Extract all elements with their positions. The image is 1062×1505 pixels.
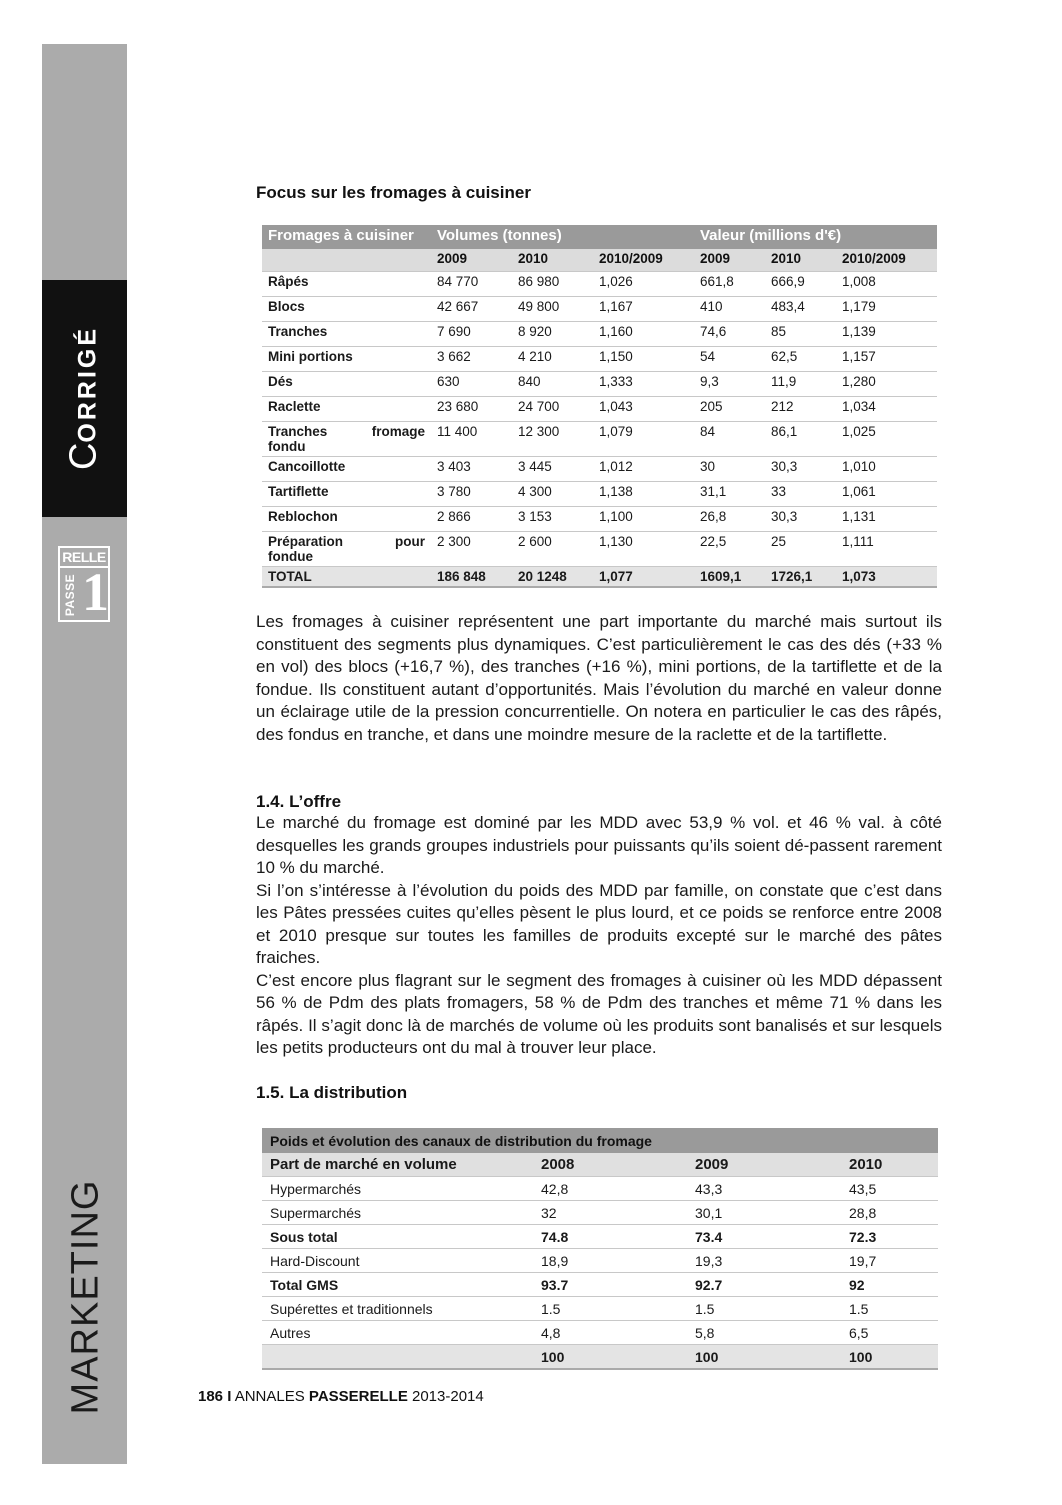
table-cell: 43,3 bbox=[687, 1177, 841, 1201]
distribution-title: 1.5. La distribution bbox=[256, 1083, 408, 1102]
table-cell: 410 bbox=[694, 297, 765, 322]
table-cell: 18,9 bbox=[533, 1249, 687, 1273]
table-cell: 1,131 bbox=[836, 507, 937, 532]
table-cell: 31,1 bbox=[694, 482, 765, 507]
table-cell: 30,1 bbox=[687, 1201, 841, 1225]
table-cell: 92.7 bbox=[687, 1273, 841, 1297]
table-caption: Poids et évolution des canaux de distribution du fromage bbox=[262, 1128, 938, 1153]
table-cell: 12 300 bbox=[512, 422, 593, 457]
table-subheader-row bbox=[262, 249, 937, 272]
header-cell: 2010/2009 bbox=[593, 249, 694, 272]
table-cell: 630 bbox=[431, 372, 512, 397]
table-row bbox=[262, 1177, 938, 1201]
table-cell: 43,5 bbox=[841, 1177, 938, 1201]
table-cell: 205 bbox=[694, 397, 765, 422]
row-label: Mini portions bbox=[262, 347, 431, 372]
table-cell: 5,8 bbox=[687, 1321, 841, 1345]
table-row bbox=[262, 272, 937, 297]
header-cell: 2010 bbox=[841, 1153, 938, 1177]
table-total-row: TOTAL 186 848 20 1248 1,077 1609,1 1726,1 1,073 bbox=[262, 567, 937, 588]
header-cell: Part de marché en volume bbox=[262, 1153, 533, 1177]
table-header-row bbox=[262, 225, 937, 249]
table-cell: 2 600 bbox=[512, 532, 593, 567]
table-cell: 2 866 bbox=[431, 507, 512, 532]
row-label: Reblochon bbox=[262, 507, 431, 532]
table-cell: 3 445 bbox=[512, 457, 593, 482]
table-cell: 1.5 bbox=[533, 1297, 687, 1321]
row-label: Tranches bbox=[262, 322, 431, 347]
header-cell: 2009 bbox=[694, 249, 765, 272]
page-number: 186 bbox=[198, 1388, 224, 1405]
table-cell: 666,9 bbox=[765, 272, 836, 297]
table-cell: 1.5 bbox=[687, 1297, 841, 1321]
table-header-row bbox=[262, 1153, 938, 1177]
table-cell: 3 780 bbox=[431, 482, 512, 507]
header-cell: Fromages à cuisiner bbox=[262, 225, 431, 249]
table-row bbox=[262, 1249, 938, 1273]
table-cell: 86,1 bbox=[765, 422, 836, 457]
table-cell: 212 bbox=[765, 397, 836, 422]
table-cell: 62,5 bbox=[765, 347, 836, 372]
focus-title: Focus sur les fromages à cuisiner bbox=[256, 183, 531, 202]
table-cell: 11 400 bbox=[431, 422, 512, 457]
section-label-marketing: MARKETING bbox=[64, 1179, 107, 1415]
table-cell: 1,012 bbox=[593, 457, 694, 482]
table-cell: 72.3 bbox=[841, 1225, 938, 1249]
table-row bbox=[262, 532, 937, 567]
header-cell: Volumes (tonnes) bbox=[431, 225, 694, 249]
table-cell: 42 667 bbox=[431, 297, 512, 322]
table-cell: 23 680 bbox=[431, 397, 512, 422]
table-cell: 19,7 bbox=[841, 1249, 938, 1273]
table-cell: 1,100 bbox=[593, 507, 694, 532]
table-cell: 25 bbox=[765, 532, 836, 567]
table-cell: 1.5 bbox=[841, 1297, 938, 1321]
fromages-table bbox=[262, 225, 937, 588]
table-cell: 32 bbox=[533, 1201, 687, 1225]
table-cell: 4 210 bbox=[512, 347, 593, 372]
table-cell: 6,5 bbox=[841, 1321, 938, 1345]
row-label: Total GMS bbox=[262, 1273, 533, 1297]
table-cell: 24 700 bbox=[512, 397, 593, 422]
row-label: Blocs bbox=[262, 297, 431, 322]
table-row bbox=[262, 1345, 938, 1370]
table-cell: 1,160 bbox=[593, 322, 694, 347]
table-cell: 1,061 bbox=[836, 482, 937, 507]
table-row bbox=[262, 507, 937, 532]
table-cell: 2 300 bbox=[431, 532, 512, 567]
header-cell: 2009 bbox=[687, 1153, 841, 1177]
table-cell: 1,010 bbox=[836, 457, 937, 482]
table-row bbox=[262, 1225, 938, 1249]
table-cell: 74,6 bbox=[694, 322, 765, 347]
corrige-label: CORRIGÉ bbox=[62, 325, 105, 471]
table-cell: 84 bbox=[694, 422, 765, 457]
table-cell: 4,8 bbox=[533, 1321, 687, 1345]
table-cell: 1,139 bbox=[836, 322, 937, 347]
offre-paragraph: Si l’on s’intéresse à l’évolution du poids des MDD par famille, on constate que c’est dans les Pâtes pressées cuites qu’elles pèsent le plus lourd, et ce poids se renforce entre 2008 et 2010 presque sur toutes les familles de produits excepté sur le marché des pâtes fraiches. bbox=[256, 880, 942, 967]
table-cell: 840 bbox=[512, 372, 593, 397]
table-cell: 1,043 bbox=[593, 397, 694, 422]
distribution-table bbox=[262, 1128, 938, 1370]
table-cell: 3 153 bbox=[512, 507, 593, 532]
row-label: Sous total bbox=[262, 1225, 533, 1249]
table-cell: 28,8 bbox=[841, 1201, 938, 1225]
table-cell: 1,008 bbox=[836, 272, 937, 297]
table-row bbox=[262, 457, 937, 482]
table-row bbox=[262, 372, 937, 397]
table-row bbox=[262, 422, 937, 457]
header-cell: 2009 bbox=[431, 249, 512, 272]
table-cell: 4 300 bbox=[512, 482, 593, 507]
table-row bbox=[262, 322, 937, 347]
row-label: Préparation pour fondue bbox=[262, 532, 431, 567]
offre-title: 1.4. L’offre bbox=[256, 792, 342, 811]
table-cell: 483,4 bbox=[765, 297, 836, 322]
page-footer: 186 I ANNALES PASSERELLE 2013-2014 bbox=[198, 1388, 484, 1405]
table-cell: 1,034 bbox=[836, 397, 937, 422]
row-label: Dés bbox=[262, 372, 431, 397]
table-cell: 1,150 bbox=[593, 347, 694, 372]
table-cell: 1,157 bbox=[836, 347, 937, 372]
table-cell: 86 980 bbox=[512, 272, 593, 297]
table-cell: 92 bbox=[841, 1273, 938, 1297]
header-cell: 2010 bbox=[765, 249, 836, 272]
table-cell: 7 690 bbox=[431, 322, 512, 347]
row-label bbox=[262, 1345, 533, 1370]
table-row bbox=[262, 1273, 938, 1297]
table-cell: 74.8 bbox=[533, 1225, 687, 1249]
table-cell: 85 bbox=[765, 322, 836, 347]
table-cell: 30 bbox=[694, 457, 765, 482]
table-caption-row bbox=[262, 1128, 938, 1153]
row-label: Tranches fromage fondu bbox=[262, 422, 431, 457]
table-cell: 1,138 bbox=[593, 482, 694, 507]
table-cell: 49 800 bbox=[512, 297, 593, 322]
table-cell: 22,5 bbox=[694, 532, 765, 567]
table-cell: 1,111 bbox=[836, 532, 937, 567]
table-cell: 30,3 bbox=[765, 457, 836, 482]
offre-paragraph: C’est encore plus flagrant sur le segment des fromages à cuisiner où les MDD dépassent 56 % de Pdm des plats fromagers, 58 % de Pdm des tranches et même 71 % dans les râpés. Il s’agit donc là de marchés de volume où les produits sont banalisés et sur lesquels les petits producteurs ont du mal à trouver leur place. bbox=[256, 970, 942, 1057]
table-cell: 1,280 bbox=[836, 372, 937, 397]
table-cell: 8 920 bbox=[512, 322, 593, 347]
table-cell: 30,3 bbox=[765, 507, 836, 532]
table-cell: 100 bbox=[533, 1345, 687, 1370]
row-label: Autres bbox=[262, 1321, 533, 1345]
table-cell: 1,333 bbox=[593, 372, 694, 397]
table-cell: 100 bbox=[841, 1345, 938, 1370]
table-cell: 11,9 bbox=[765, 372, 836, 397]
table-cell: 54 bbox=[694, 347, 765, 372]
table-row bbox=[262, 347, 937, 372]
offre-paragraph: Le marché du fromage est dominé par les MDD avec 53,9 % vol. et 46 % val. à côté desquelles les grands groupes industriels pour puissants qu’ils soient dé-passent rarement 10 % du marché. bbox=[256, 813, 942, 877]
table-cell: 84 770 bbox=[431, 272, 512, 297]
table-cell: 3 403 bbox=[431, 457, 512, 482]
header-cell: 2008 bbox=[533, 1153, 687, 1177]
table-cell: 661,8 bbox=[694, 272, 765, 297]
table-row bbox=[262, 482, 937, 507]
table-row bbox=[262, 1201, 938, 1225]
table-cell: 42,8 bbox=[533, 1177, 687, 1201]
header-cell: 2010 bbox=[512, 249, 593, 272]
table-row bbox=[262, 1321, 938, 1345]
table-cell: 1,025 bbox=[836, 422, 937, 457]
table-row bbox=[262, 297, 937, 322]
row-label: Hypermarchés bbox=[262, 1177, 533, 1201]
row-label: Tartiflette bbox=[262, 482, 431, 507]
table-cell: 93.7 bbox=[533, 1273, 687, 1297]
focus-paragraph: Les fromages à cuisiner représentent une part importante du marché mais surtout ils constituent des segments plus dynamiques. C’est particulièrement le cas des dés (+33 % en vol) des blocs (+16,7 %), des tranches (+16 %), mini portions, de la tartiflette et de la fondue. Ils constituent autant d’opportunités. Mais l’évolution du marché en valeur donne un éclairage utile de la pression concurrentielle. On notera en particulier le cas des râpés, des fondus en tranche, et dans une moindre mesure de la raclette et de la tartiflette. bbox=[256, 612, 942, 744]
table-cell: 19,3 bbox=[687, 1249, 841, 1273]
passerelle-1-logo: RELLE PASSE 1 bbox=[58, 546, 110, 622]
table-cell: 1,026 bbox=[593, 272, 694, 297]
row-label: Hard-Discount bbox=[262, 1249, 533, 1273]
header-cell: Valeur (millions d'€) bbox=[694, 225, 937, 249]
table-cell: 1,179 bbox=[836, 297, 937, 322]
row-label: Supérettes et traditionnels bbox=[262, 1297, 533, 1321]
table-cell: 26,8 bbox=[694, 507, 765, 532]
row-label: Supermarchés bbox=[262, 1201, 533, 1225]
table-cell: 3 662 bbox=[431, 347, 512, 372]
table-cell: 73.4 bbox=[687, 1225, 841, 1249]
row-label: Cancoillotte bbox=[262, 457, 431, 482]
row-label: Raclette bbox=[262, 397, 431, 422]
table-cell: 1,079 bbox=[593, 422, 694, 457]
table-cell: 1,130 bbox=[593, 532, 694, 567]
header-cell: 2010/2009 bbox=[836, 249, 937, 272]
table-row bbox=[262, 397, 937, 422]
table-cell: 1,167 bbox=[593, 297, 694, 322]
row-label: Râpés bbox=[262, 272, 431, 297]
table-cell: 9,3 bbox=[694, 372, 765, 397]
table-cell: 100 bbox=[687, 1345, 841, 1370]
table-row bbox=[262, 1297, 938, 1321]
table-cell: 33 bbox=[765, 482, 836, 507]
